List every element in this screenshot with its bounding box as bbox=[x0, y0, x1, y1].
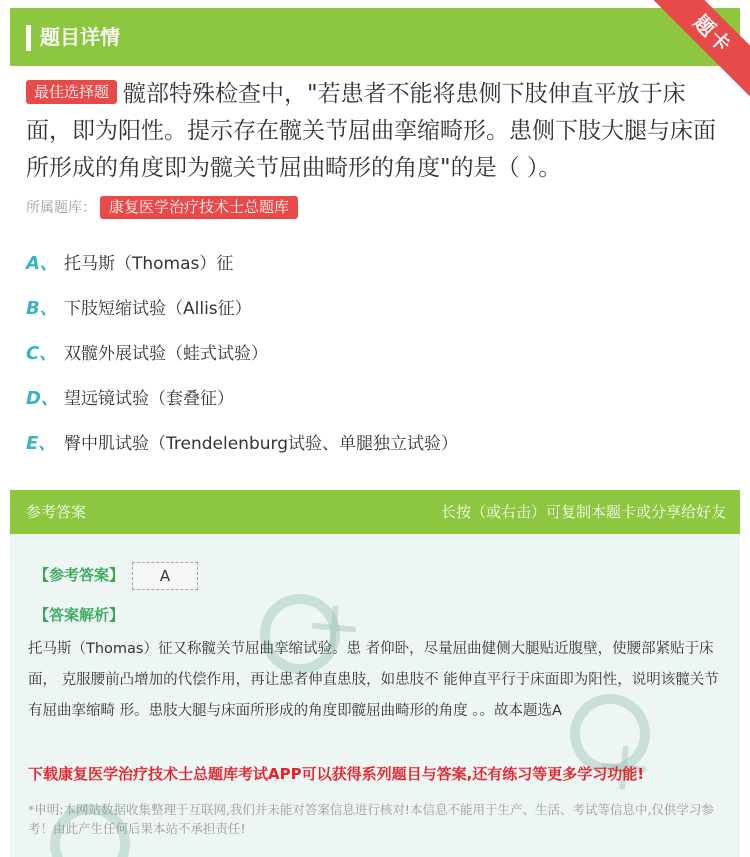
page-header bbox=[10, 8, 740, 66]
option-letter: B、 bbox=[26, 298, 58, 319]
app-promo-link[interactable]: 下载康复医学治疗技术士总题库考试APP可以获得系列题目与答案,还有练习等更多学习功能! bbox=[28, 765, 645, 783]
disclaimer-text: *申明:本网站数据收集整理于互联网,我们并未能对答案信息进行核对!本信息不能用于生产、生活、考试等信息中,仅供学习参考！由此产生任何后果本站不承担责任! bbox=[28, 802, 714, 836]
option-text: 臀中肌试验（Trendelenburg试验、单腿独立试验） bbox=[64, 434, 458, 454]
answer-panel bbox=[10, 534, 740, 857]
question-text: 髋部特殊检查中，"若患者不能将患侧下肢伸直平放于床面，即为阳性。提示存在髋关节屈曲挛缩畸形。患侧下肢大腿与床面所形成的角度即为髋关节屈曲畸形的角度"的是（ ）。 bbox=[26, 81, 716, 181]
option-letter: A、 bbox=[26, 253, 58, 274]
answer-section-header bbox=[10, 490, 740, 534]
page-title: 题目详情 bbox=[40, 25, 120, 49]
source-label: 所属题库： bbox=[26, 200, 96, 216]
question-stem bbox=[26, 76, 726, 187]
option-a[interactable] bbox=[26, 248, 726, 293]
option-text: 下肢短缩试验（Allis征） bbox=[64, 299, 252, 319]
answer-label: 【参考答案】 bbox=[34, 566, 125, 584]
answer-value-box: A bbox=[132, 562, 198, 590]
watermark-glyph: ✕ bbox=[583, 726, 667, 812]
option-list bbox=[26, 248, 726, 473]
option-c[interactable] bbox=[26, 338, 726, 383]
option-letter: D、 bbox=[26, 388, 59, 409]
analysis-text: 托马斯（Thomas）征又称髋关节屈曲挛缩试验。患 者仰卧，尽量屈曲健侧大腿贴近腹壁，使腰部紧贴于床面， 克服腰前凸增加的代偿作用，再让患者伸直患肢，如患肢不 能伸直平行于床面即为阳性，说明该髋关节有屈曲挛缩畸 形。患肢大腿与床面所形成的角度即髋屈曲畸形的角度 。。故本题选A bbox=[28, 641, 719, 719]
question-source bbox=[26, 196, 298, 220]
analysis-label: 【答案解析】 bbox=[34, 606, 125, 624]
question-type-badge: 最佳选择题 bbox=[26, 80, 117, 104]
option-letter: E、 bbox=[26, 433, 57, 454]
option-letter: C、 bbox=[26, 343, 58, 364]
option-d[interactable] bbox=[26, 383, 726, 428]
option-text: 望远镜试验（套叠征） bbox=[64, 389, 234, 409]
option-e[interactable] bbox=[26, 428, 726, 473]
share-hint: 长按（或右击）可复制本题卡或分享给好友 bbox=[440, 503, 726, 521]
option-text: 双髋外展试验（蛙式试验） bbox=[64, 344, 268, 364]
corner-ribbon-label: 题卡 bbox=[650, 0, 750, 100]
answer-section-title: 参考答案 bbox=[26, 503, 87, 521]
watermark-glyph: ✕ bbox=[293, 586, 377, 672]
option-text: 托马斯（Thomas）征 bbox=[64, 254, 234, 274]
source-tag[interactable]: 康复医学治疗技术士总题库 bbox=[100, 196, 298, 219]
header-accent-bar bbox=[26, 25, 31, 51]
option-b[interactable] bbox=[26, 293, 726, 338]
